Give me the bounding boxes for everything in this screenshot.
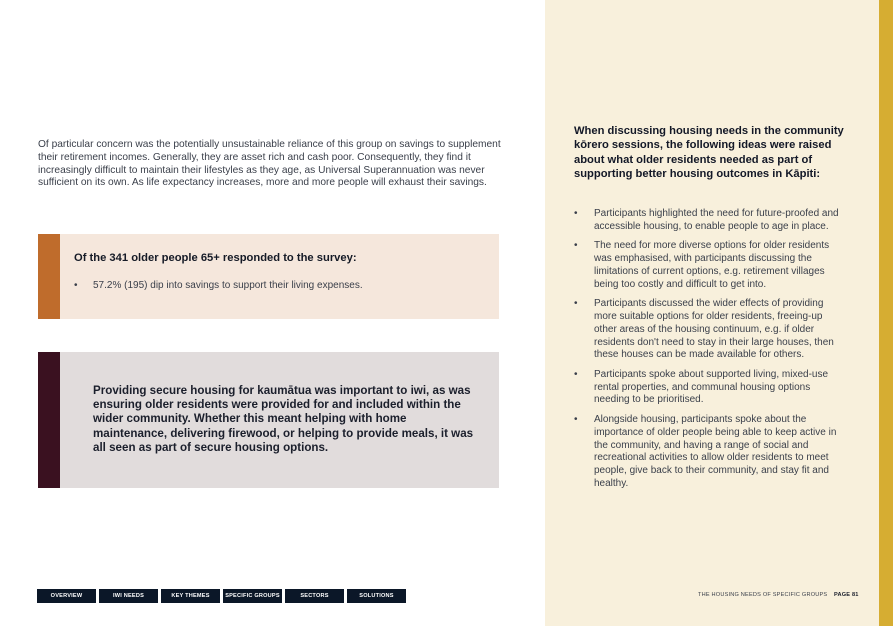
stat-list	[74, 280, 363, 291]
quote-callout-box	[38, 352, 499, 488]
nav-tab-specific-groups[interactable]: SPECIFIC GROUPS	[223, 589, 282, 603]
ideas-list-item: • Participants spoke about supported living, mixed-use rental properties, and communal housing options needing to be prioritised.	[574, 369, 848, 407]
nav-tab-solutions[interactable]: SOLUTIONS	[347, 589, 406, 603]
nav-tab-iwi-needs[interactable]: IWI NEEDS	[99, 589, 158, 603]
footer-section-title: THE HOUSING NEEDS OF SPECIFIC GROUPS	[698, 592, 828, 598]
ideas-list-item: • The need for more diverse options for older residents was emphasised, with participants discussing the limitations of current options, e.g. retirement villages being too costly and difficult to get into.	[574, 240, 848, 291]
stat-title: Of the 341 older people 65+ responded to the survey:	[74, 252, 357, 264]
nav-tab-key-themes[interactable]: KEY THEMES	[161, 589, 220, 603]
stat-item: • 57.2% (195) dip into savings to support their living expenses.	[74, 280, 363, 291]
stat-callout-box	[38, 234, 499, 319]
section-nav	[37, 589, 406, 603]
intro-paragraph: Of particular concern was the potentially unsustainable reliance of this group on savings to supplement their retirement incomes. Generally, they are asset rich and cash poor. Consequently, they find it increasingly difficult to maintain their lifestyles as they age, as Universal Superannuation was never sufficient on its own. As life expectancy increases, more and more people will exhaust their savings.	[38, 139, 501, 189]
stat-accent-bar	[38, 234, 60, 319]
nav-tab-overview[interactable]: OVERVIEW	[37, 589, 96, 603]
gold-edge-strip	[879, 0, 893, 626]
ideas-heading: When discussing housing needs in the community kōrero sessions, the following ideas were raised about what older residents needed as part of supporting better housing outcomes in Kāpiti:	[574, 125, 844, 181]
quote-text: Providing secure housing for kaumātua was important to iwi, as was ensuring older residents were provided for and included within the wider community. Whether this meant helping with home maintenance, delivering firewood, or helping to provide meals, it was all seen as part of secure housing options.	[93, 384, 474, 454]
nav-tab-sectors[interactable]: SECTORS	[285, 589, 344, 603]
quote-accent-bar	[38, 352, 60, 488]
ideas-list	[574, 208, 848, 497]
ideas-list-item: • Participants discussed the wider effects of providing more suitable options for older residents, freeing-up other areas of the housing continuum, e.g. if older residents don't need to stay in their large houses, then these houses can be made available for others.	[574, 298, 848, 362]
ideas-list-item: • Participants highlighted the need for future-proofed and accessible housing, to enable people to age in place.	[574, 208, 848, 234]
ideas-list-item: • Alongside housing, participants spoke about the importance of older people being able to keep active in the community, and having a range of social and recreational activities to allow older residents to meet people, give back to their community, and stay fit and healthy.	[574, 414, 848, 491]
page-number: PAGE 81	[834, 592, 859, 598]
